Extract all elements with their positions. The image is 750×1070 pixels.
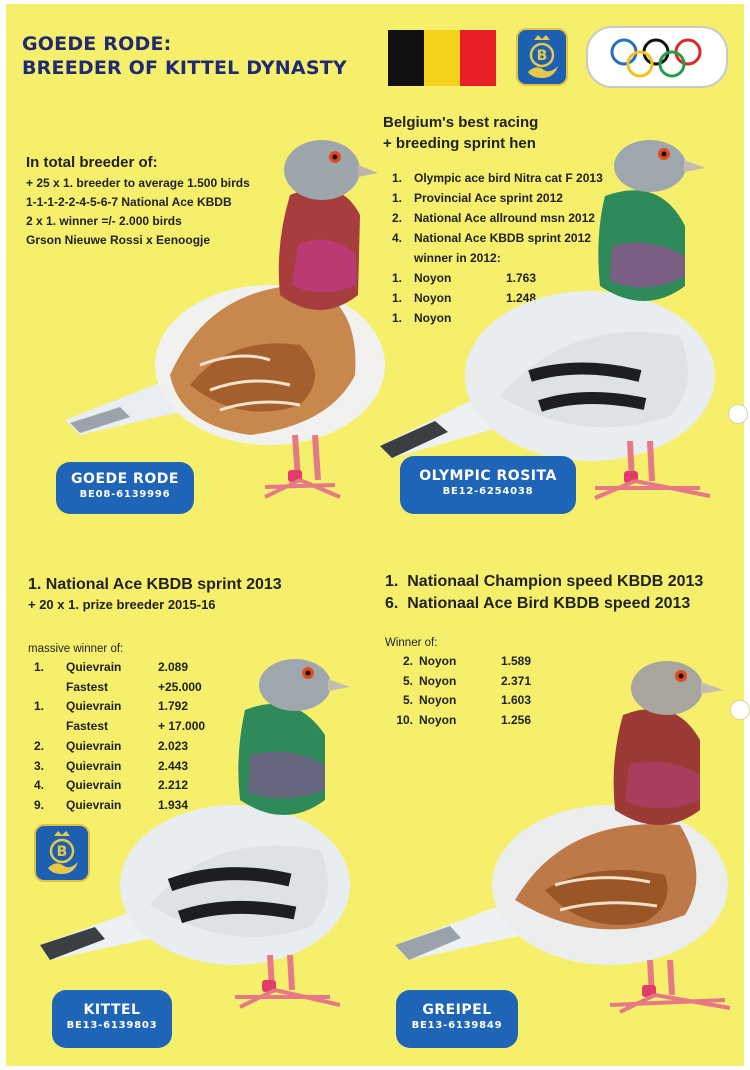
kittel-subheading: + 20 x 1. prize breeder 2015-16 [28, 597, 216, 612]
pigeon-olympic-rosita-image [380, 136, 730, 506]
rank: 2. [34, 738, 45, 753]
belgian-flag [388, 30, 496, 86]
kittel-ring: BE13-6139803 [66, 1020, 158, 1031]
rank: 4. [392, 231, 403, 245]
greipel-winner-heading: Winner of: [385, 637, 438, 649]
place: Quievrain [66, 797, 122, 812]
achievement: National Ace allround msn 2012 [414, 211, 595, 225]
rank: 2. [392, 211, 403, 225]
rosita-heading-2: + breeding sprint hen [383, 135, 536, 152]
olympic-rings-icon [588, 28, 726, 86]
birds: 1.934 [158, 797, 189, 812]
kbdb-logo-icon [516, 28, 568, 86]
achievement: National Ace KBDB sprint 2012 [414, 231, 591, 245]
place: Quievrain [66, 660, 122, 674]
birds: 1.248 [505, 291, 536, 305]
rosita-heading-1: Belgium's best racing [383, 114, 539, 131]
goede-rode-heading: In total breeder of: [26, 154, 158, 171]
olympic-rings-logo [586, 26, 728, 88]
logo-letter: B [56, 844, 68, 860]
kittel-name: KITTEL [83, 1002, 141, 1018]
place: Quievrain [66, 699, 122, 714]
olympic-rosita-nameplate [400, 456, 576, 514]
birds: 2.023 [158, 738, 189, 753]
rank: 1. [392, 191, 403, 205]
greipel-heading-2: 6. Nationaal Ace Bird KBDB speed 2013 [385, 595, 691, 612]
place: Quievrain [66, 738, 122, 753]
olympic-rosita-name: OLYMPIC ROSITA [419, 468, 557, 484]
goede-rode-line: + 25 x 1. breeder to average 1.500 birds [26, 176, 250, 190]
rank: 1. [392, 311, 403, 325]
greipel-text [385, 571, 703, 615]
greipel-name: GREIPEL [422, 1002, 492, 1018]
place: Quievrain [66, 758, 122, 773]
place: Noyon [414, 311, 452, 325]
goede-rode-line: Grson Nieuwe Rossi x Eenoogje [26, 233, 211, 247]
rank: 1. [392, 171, 403, 185]
olympic-rosita-ring: BE12-6254038 [442, 486, 534, 497]
rank: 5. [402, 693, 413, 707]
place: Noyon [419, 693, 457, 707]
greipel-nameplate [396, 990, 518, 1048]
rank: 4. [34, 778, 45, 793]
rank: 1. [34, 660, 45, 674]
place: Noyon [414, 291, 452, 305]
place: Noyon [419, 673, 457, 688]
greipel-ring: BE13-6139849 [411, 1020, 503, 1031]
goede-rode-name: GOEDE RODE [71, 471, 179, 487]
birds: 2.371 [501, 673, 532, 688]
kittel-heading: 1. National Ace KBDB sprint 2013 [28, 576, 282, 593]
rank: 5. [402, 673, 413, 688]
birds: 2.443 [158, 758, 189, 773]
rank: 1. [34, 699, 45, 714]
title-line-2: BREEDER OF KITTEL DYNASTY [22, 57, 347, 79]
birds: 1.589 [501, 654, 532, 668]
title-line-1: GOEDE RODE: [22, 33, 172, 55]
birds: +25.000 [158, 679, 202, 694]
rank: 1. [392, 291, 403, 305]
birds: + 17.000 [158, 719, 206, 734]
place: Fastest [66, 679, 109, 694]
birds: 2.212 [158, 778, 189, 793]
kittel-winner-heading: massive winner of: [28, 643, 124, 655]
pigeon-goede-rode-image [60, 135, 380, 505]
goede-rode-nameplate [56, 462, 194, 514]
birds: 1.603 [501, 693, 532, 707]
birds: 1.256 [501, 712, 532, 727]
flag-stripe-yellow [424, 30, 460, 86]
place: Noyon [419, 654, 457, 668]
goede-rode-ring: BE08-6139996 [79, 489, 171, 500]
kittel-text [28, 574, 282, 615]
greipel-heading-1: 1. Nationaal Champion speed KBDB 2013 [385, 573, 704, 590]
goede-rode-line: 1-1-1-2-2-4-5-6-7 National Ace KBDB [26, 195, 232, 209]
achievement: Olympic ace bird Nitra cat F 2013 [414, 171, 603, 185]
pigeon-greipel-image [395, 660, 730, 1020]
goede-rode-line: 2 x 1. winner =/- 2.000 birds [26, 214, 182, 228]
birds: 2.089 [158, 660, 189, 674]
rank: 3. [34, 758, 45, 773]
birds: 1.763 [505, 271, 536, 285]
rosita-winner-heading: winner in 2012: [414, 251, 501, 265]
punch-hole-bottom [730, 700, 750, 720]
page-title [22, 32, 347, 80]
pigeon-kittel-image [40, 655, 360, 1015]
place: Fastest [66, 719, 109, 734]
birds: 1.792 [158, 699, 189, 714]
place: Noyon [414, 271, 452, 285]
rank: 10. [396, 712, 413, 727]
punch-hole-top [728, 404, 748, 424]
place: Noyon [419, 712, 457, 727]
kittel-nameplate [52, 990, 172, 1048]
place: Quievrain [66, 778, 122, 793]
rank: 1. [392, 271, 403, 285]
achievement: Provincial Ace sprint 2012 [414, 191, 563, 205]
rank: 9. [34, 797, 45, 812]
flag-stripe-red [460, 30, 496, 86]
logo-letter: B [536, 48, 548, 64]
rank: 2. [402, 654, 413, 668]
flag-stripe-black [388, 30, 424, 86]
